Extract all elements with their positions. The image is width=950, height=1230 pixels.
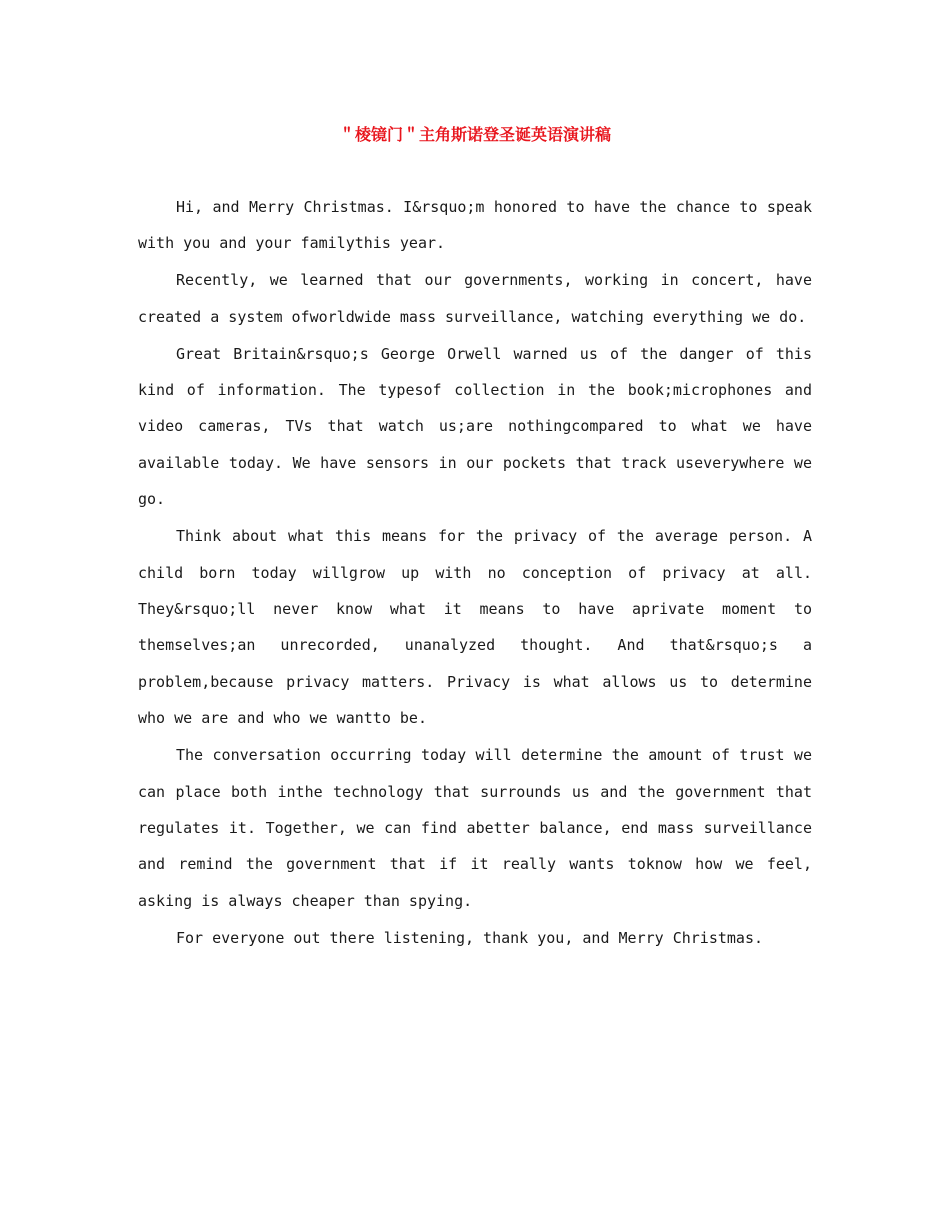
paragraph-greeting: Hi, and Merry Christmas. I&rsquo;m honored to have the chance to speak with you and your familythis year. [138, 198, 812, 253]
paragraph-closing: For everyone out there listening, thank you, and Merry Christmas. [176, 928, 763, 947]
document-body [138, 189, 812, 957]
document-title: ＂棱镜门＂主角斯诺登圣诞英语演讲稿 [338, 125, 611, 144]
paragraph-orwell: Great Britain&rsquo;s George Orwell warned us of the danger of this kind of information. The typesof collection in the book;microphones and video cameras, TVs that watch us;are nothingcompared to what we have available today. We have sensors in our pockets that track useverywhere we go. [138, 344, 812, 509]
paragraph-surveillance: Recently, we learned that our governments, working in concert, have created a system ofworldwide mass surveillance, watching everything we do. [138, 271, 812, 326]
paragraph-privacy: Think about what this means for the privacy of the average person. A child born today willgrow up with no conception of privacy at all. They&rsquo;ll never know what it means to have aprivate moment to themselves;an unrecorded, unanalyzed thought. And that&rsquo;s a problem,because privacy matters. Privacy is what allows us to determine who we are and who we wantto be. [138, 527, 812, 728]
paragraph-trust: The conversation occurring today will determine the amount of trust we can place both inthe technology that surrounds us and the government that regulates it. Together, we can find abetter balance, end mass surveillance and remind the government that if it really wants toknow how we feel, asking is always cheaper than spying. [138, 746, 812, 910]
